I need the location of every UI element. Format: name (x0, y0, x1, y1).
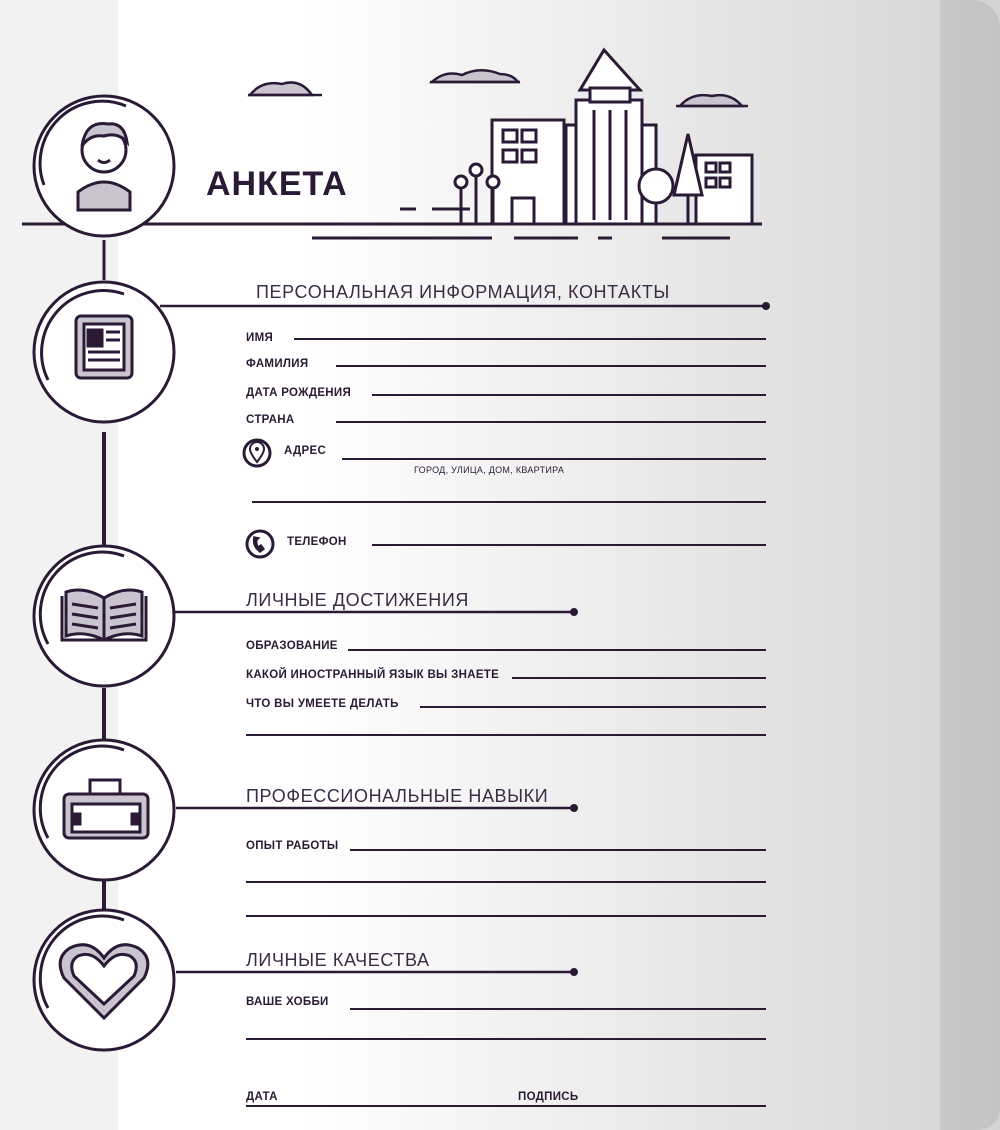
open-book-icon (34, 546, 174, 686)
country-field[interactable] (336, 421, 766, 423)
surname-field[interactable] (336, 365, 766, 367)
section-personal-title: ПЕРСОНАЛЬНАЯ ИНФОРМАЦИЯ, КОНТАКТЫ (256, 282, 670, 302)
phone-icon (247, 531, 273, 557)
date-signature-line[interactable] (246, 1105, 766, 1107)
section-skills-title: ПРОФЕССИОНАЛЬНЫЕ НАВЫКИ (246, 786, 549, 806)
hobby-label: ВАШЕ ХОББИ (246, 996, 329, 1008)
hobby-field[interactable] (350, 1008, 766, 1010)
date-label: ДАТА (246, 1091, 278, 1103)
cloud-icons (248, 70, 748, 106)
education-label: ОБРАЗОВАНИЕ (246, 640, 338, 652)
abilities-label: ЧТО ВЫ УМЕЕТЕ ДЕЛАТЬ (246, 698, 399, 710)
language-field[interactable] (512, 677, 766, 679)
name-field[interactable] (294, 338, 766, 340)
country-label: СТРАНА (246, 414, 295, 426)
section-achievements-title: ЛИЧНЫЕ ДОСТИЖЕНИЯ (246, 590, 469, 610)
surname-label: ФАМИЛИЯ (246, 358, 309, 370)
briefcase-icon (34, 740, 174, 880)
address-hint: ГОРОД, УЛИЦА, ДОМ, КВАРТИРА (414, 465, 565, 475)
experience-field[interactable] (350, 849, 766, 851)
hobby-field-line-2[interactable] (246, 1038, 766, 1040)
experience-field-line-3[interactable] (246, 915, 766, 917)
address-field-line-2[interactable] (252, 501, 766, 503)
language-label: КАКОЙ ИНОСТРАННЫЙ ЯЗЫК ВЫ ЗНАЕТЕ (246, 669, 500, 681)
experience-label: ОПЫТ РАБОТЫ (246, 840, 339, 852)
address-field[interactable] (342, 458, 766, 460)
experience-field-line-2[interactable] (246, 881, 766, 883)
phone-label: ТЕЛЕФОН (287, 536, 347, 548)
education-field[interactable] (348, 649, 766, 651)
abilities-field[interactable] (420, 706, 766, 708)
location-pin-icon (244, 440, 270, 466)
birthdate-label: ДАТА РОЖДЕНИЯ (246, 387, 352, 399)
birthdate-field[interactable] (372, 394, 766, 396)
section-qualities-title: ЛИЧНЫЕ КАЧЕСТВА (246, 950, 430, 970)
address-label: АДРЕС (284, 445, 327, 457)
abilities-field-line-2[interactable] (246, 734, 766, 736)
signature-label: ПОДПИСЬ (518, 1091, 579, 1103)
document-icon (34, 282, 174, 422)
name-label: ИМЯ (246, 332, 274, 344)
page-title: АНКЕТА (206, 165, 348, 203)
person-avatar-icon (34, 96, 174, 236)
heart-icon (34, 910, 174, 1050)
phone-field[interactable] (372, 544, 766, 546)
